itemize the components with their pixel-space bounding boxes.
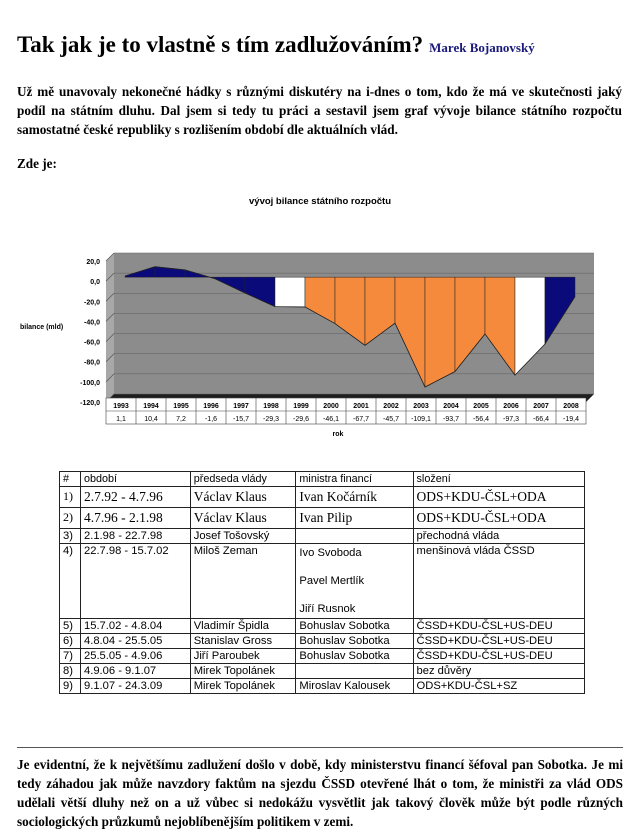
row-number: 1) (60, 487, 81, 508)
table-row (60, 529, 585, 544)
table-row (60, 679, 585, 694)
table-row (60, 664, 585, 679)
y-tick-label: -20,0 (84, 299, 100, 307)
budget-balance-chart (0, 180, 640, 450)
finance-minister-cell (296, 679, 413, 694)
header-num: # (60, 472, 81, 487)
period-cell: 4.7.96 - 2.1.98 (81, 508, 191, 529)
table-row (60, 634, 585, 649)
x-tick-label: 1993 (113, 403, 129, 410)
title-text: Tak jak je to vlastně s tím zadlužováním? (17, 32, 424, 57)
finance-minister-cell (296, 508, 413, 529)
chart-side-wall (106, 253, 114, 402)
period-cell: 2.1.98 - 22.7.98 (81, 529, 191, 544)
composition-cell: ČSSD+KDU-ČSL+US-DEU (413, 649, 584, 664)
x-tick-label: 2002 (383, 403, 399, 410)
x-tick-label: 1995 (173, 403, 189, 410)
data-value-label: -46,1 (323, 416, 339, 423)
header-composition: složení (413, 472, 584, 487)
data-value-label: -19,4 (563, 416, 579, 423)
x-axis-label: rok (332, 431, 344, 438)
governments-table (59, 471, 585, 694)
finance-minister-cell (296, 619, 413, 634)
finance-minister-name: Ivo Svoboda (299, 547, 362, 559)
table-row (60, 544, 585, 619)
finance-minister-name: Ivan Kočárník (299, 489, 378, 504)
x-tick-label: 1996 (203, 403, 219, 410)
period-cell: 22.7.98 - 15.7.02 (81, 544, 191, 619)
prime-minister-cell: Václav Klaus (190, 487, 296, 508)
y-tick-label: -80,0 (84, 359, 100, 367)
header-pm: předseda vlády (190, 472, 296, 487)
finance-minister-cell (296, 529, 413, 544)
composition-cell: přechodná vláda (413, 529, 584, 544)
finance-minister-cell (296, 487, 413, 508)
y-tick-label: -40,0 (84, 319, 100, 327)
composition-cell: bez důvěry (413, 664, 584, 679)
period-cell: 25.5.05 - 4.9.06 (81, 649, 191, 664)
y-tick-label: 20,0 (86, 259, 100, 266)
x-tick-label: 2001 (353, 403, 369, 410)
header-finance-minister: ministra financí (296, 472, 413, 487)
row-number: 9) (60, 679, 81, 694)
finance-minister-name: Bohuslav Sobotka (299, 620, 390, 632)
period-cell: 15.7.02 - 4.8.04 (81, 619, 191, 634)
x-tick-label: 2005 (473, 403, 489, 410)
y-tick-label: -100,0 (80, 379, 100, 387)
x-tick-label: 2000 (323, 403, 339, 410)
table-row (60, 487, 585, 508)
period-cell: 2.7.92 - 4.7.96 (81, 487, 191, 508)
period-cell: 4.9.06 - 9.1.07 (81, 664, 191, 679)
y-tick-label: -60,0 (84, 339, 100, 347)
x-tick-label: 1994 (143, 403, 159, 410)
x-tick-label: 2003 (413, 403, 429, 410)
divider (17, 747, 623, 748)
prime-minister-cell: Václav Klaus (190, 508, 296, 529)
x-tick-label: 2008 (563, 403, 579, 410)
data-value-label: 1,1 (116, 416, 126, 423)
finance-minister-name: Jiří Rusnok (299, 603, 356, 615)
area-segment-2003 (425, 277, 455, 387)
data-value-label: -66,4 (533, 416, 549, 423)
author-name[interactable]: Marek Bojanovský (429, 40, 535, 55)
row-number: 5) (60, 619, 81, 634)
data-value-label: -45,7 (383, 416, 399, 423)
finance-minister-cell (296, 649, 413, 664)
x-tick-label: 1998 (263, 403, 279, 410)
prime-minister-cell: Miloš Zeman (190, 544, 296, 619)
data-value-label: -93,7 (443, 416, 459, 423)
table-row (60, 619, 585, 634)
data-value-label: -97,3 (503, 416, 519, 423)
data-value-label: 7,2 (176, 416, 186, 423)
row-number: 3) (60, 529, 81, 544)
table-row (60, 649, 585, 664)
finance-minister-name: Ivan Pilip (299, 510, 353, 525)
x-tick-label: 1997 (233, 403, 249, 410)
finance-minister-name: Miroslav Kalousek (299, 680, 391, 692)
finance-minister-name: Pavel Mertlík (299, 575, 365, 587)
prime-minister-cell: Jiří Paroubek (190, 649, 296, 664)
row-number: 8) (60, 664, 81, 679)
finance-minister-cell (296, 634, 413, 649)
data-value-label: -56,4 (473, 416, 489, 423)
x-tick-label: 1999 (293, 403, 309, 410)
finance-minister-cell (296, 664, 413, 679)
chart-title: vývoj bilance státního rozpočtu (249, 196, 391, 207)
composition-cell: ČSSD+KDU-ČSL+US-DEU (413, 619, 584, 634)
period-cell: 9.1.07 - 24.3.09 (81, 679, 191, 694)
period-cell: 4.8.04 - 25.5.05 (81, 634, 191, 649)
row-number: 7) (60, 649, 81, 664)
composition-cell: ODS+KDU-ČSL+SZ (413, 679, 584, 694)
prime-minister-cell: Josef Tošovský (190, 529, 296, 544)
data-value-label: -29,3 (263, 416, 279, 423)
data-value-label: -109,1 (411, 416, 431, 423)
prime-minister-cell: Mirek Topolánek (190, 664, 296, 679)
data-value-label: -1,6 (204, 416, 218, 423)
finance-minister-name: Bohuslav Sobotka (299, 635, 390, 647)
finance-minister-name: Bohuslav Sobotka (299, 650, 390, 662)
y-tick-label: 0,0 (90, 279, 100, 287)
x-tick-label: 2004 (443, 403, 459, 410)
composition-cell: ODS+KDU-ČSL+ODA (413, 508, 584, 529)
data-value-label: -29,6 (293, 416, 309, 423)
y-axis-label: bilance (mld) (20, 324, 64, 331)
here-label: Zde je: (17, 156, 57, 171)
data-value-label: -67,7 (353, 416, 369, 423)
x-tick-label: 2007 (533, 403, 549, 410)
row-number: 6) (60, 634, 81, 649)
prime-minister-cell: Vladimír Špidla (190, 619, 296, 634)
table-row (60, 508, 585, 529)
x-tick-label: 2006 (503, 403, 519, 410)
prime-minister-cell: Mirek Topolánek (190, 679, 296, 694)
row-number: 4) (60, 544, 81, 619)
intro-paragraph: Už mě unavovaly nekonečné hádky s různými diskutéry na i-dnes o tom, kdo že má ve skutečnosti jaký podíl na státním dluhu. Dal jsem si tedy tu práci a sestavil jsem graf vývoje bilance státního rozpočtu samostatné české republiky s rozlišením období dle aktuálních vlád. (17, 84, 622, 137)
article-title (17, 32, 535, 58)
composition-cell: ODS+KDU-ČSL+ODA (413, 487, 584, 508)
prime-minister-cell: Stanislav Gross (190, 634, 296, 649)
y-tick-label: -120,0 (80, 400, 100, 407)
composition-cell: menšinová vláda ČSSD (413, 544, 584, 619)
data-value-label: -15,7 (233, 416, 249, 423)
finance-minister-cell (296, 544, 413, 619)
conclusion-paragraph: Je evidentní, že k největšímu zadlužení došlo v době, kdy ministerstvu financí šéfoval pan Sobotka. Je mi tedy záhadou jak může navzdory faktům na sjezdu ČSSD otevřené lhát o tom, že ministři za vlád ODS udělali větší dluhy než on a už vůbec si nedokážu vysvětlit jak takový člověk může být podle různých sociologických průzkumů nejoblíbenějším politikem v zemi. (17, 757, 623, 829)
data-value-label: 10,4 (144, 416, 158, 423)
area-segment-1998 (275, 277, 305, 307)
header-period: období (81, 472, 191, 487)
composition-cell: ČSSD+KDU-ČSL+US-DEU (413, 634, 584, 649)
table-header-row (60, 472, 585, 487)
row-number: 2) (60, 508, 81, 529)
